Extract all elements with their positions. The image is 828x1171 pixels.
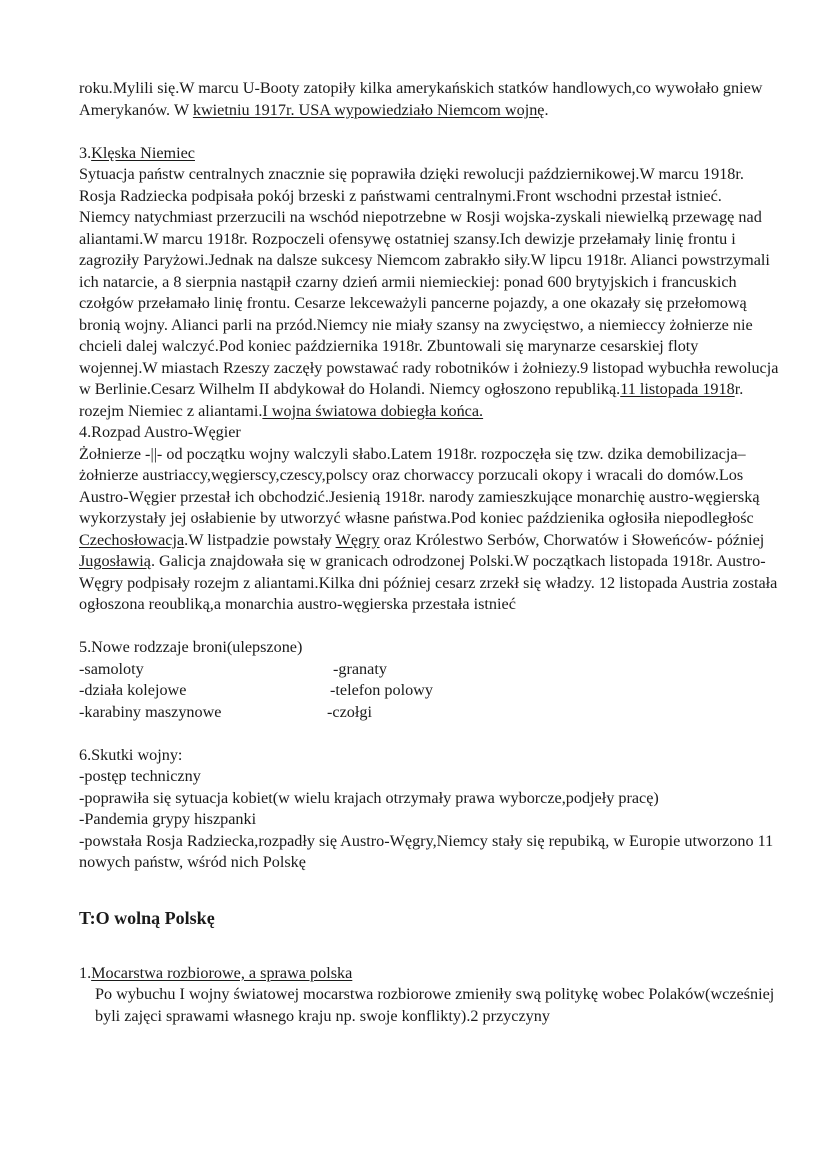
list-item: -Pandemia grypy hiszpanki xyxy=(79,810,257,828)
weapons-row: -samoloty -granaty xyxy=(79,659,387,678)
weapons-row: -działa kolejowe -telefon polowy xyxy=(79,681,433,699)
list-item: -postęp techniczny xyxy=(79,767,201,785)
list-item: -poprawiła się sytuacja kobiet(w wielu krajach otrzymały prawa wyborcze,podjeły pracę) xyxy=(79,788,659,807)
paragraph-usa-war: roku.Mylili się.W marcu U-Booty zatopiły kilka amerykańskich statków handlowych,co wywołało gniew Amerykanów. W kwietniu 1917r. USA wypowiedziało Niemcom wojnę. xyxy=(79,79,763,119)
section-6-heading: 6.Skutki wojny: xyxy=(79,745,183,764)
section-1-paragraph: Po wybuchu I wojny światowej mocarstwa rozbiorowe zmieniły swą politykę wobec Polaków(wcześniej byli zajęci sprawami własnego kraju np. swoje konflikty).2 przyczyny xyxy=(95,985,775,1025)
underlined-usa-declaration: kwietniu 1917r. USA wypowiedziało Niemcom wojnę xyxy=(192,100,545,119)
section-4-paragraph: Żołnierze -||- od początku wojny walczyli słabo.Latem 1918r. rozpoczęła się tzw. dzika demobilizacja– żołnierze austriaccy,węgierscy,czescy,polscy oraz chorwaccy porzucali okopy i wracali do domów.Los Austro-Węgier przestał ich obchodzić.Jesienią 1918r. narody zamieszkujące monarchię austro-węgierską wykorzystały jej osłabienie by utworzyć własne państwa.Pod koniec paździenika ogłosiła niepodległośc Czechosłowacja.W listpadzie powstały Węgry oraz Królestwo Serbów, Chorwatów i Słoweńców- później Jugosławią. Galicja znajdowała się w granicach odrodzonej Polski.W początkach listopada 1918r. Austro-Węgry podpisały rozejm z aliantami.Kilka dni później cesarz zrzekł się władzy. 12 listopada Austria została ogłoszona reoubliką,a monarchia austro-węgierska przestała istnieć xyxy=(79,444,778,613)
document-page xyxy=(79,78,779,1027)
section-4-heading: 4.Rozpad Austro-Węgier xyxy=(79,423,241,441)
section-1-heading: 1.Mocarstwa rozbiorowe, a sprawa polska xyxy=(79,963,353,982)
section-3-paragraph-2: Niemcy natychmiast przerzucili na wschód niepotrzebne w Rosji wojska-zyskali niewielką przewagę nad aliantami.W marcu 1918r. Rozpoczeli ofensywę ostatniej szansy.Ich dewizje przełamały linię frontu i zagroziły Paryżowi.Jednak na dalsze sukcesy Niemcom zabrakło siły.W lipcu 1918r. Alianci powstrzymali ich natarcie, a 8 sierpnia nastąpił czarny dzień armii niemieckiej: ponad 600 brytyjskich i francuskich czołgów przełamało linię frontu. Cesarze lekceważyli pancerne pojazdy, a one okazały się przełomową bronią wojny. Alianci parli na przód.Niemcy nie miały szansy na zwycięstwo, a niemieccy żołnierze nie chcieli dalej walczyć.Pod koniec października 1918r. Zbuntowali się marynarze cesarskiej floty wojennej.W miastach Rzeszy zaczęły powstawać rady robotników i żołniezy.9 listopad wybuchła rewolucja w Berlinie.Cesarz Wilhelm II abdykował do Holandi. Niemcy ogłoszono republiką.11 listopada 1918r. rozejm Niemiec z aliantami.I wojna światowa dobiegła końca. xyxy=(79,208,779,420)
section-3-heading: 3.Klęska Niemiec xyxy=(79,143,195,162)
topic-heading: T:O wolną Polskę xyxy=(79,908,215,928)
weapons-row: -karabiny maszynowe -czołgi xyxy=(79,702,372,721)
section-5-heading: 5.Nowe rodzzaje broni(ulepszone) xyxy=(79,638,303,656)
section-3-paragraph-1: Sytuacja państw centralnych znacznie się poprawiła dzięki rewolucji październikowej.W marcu 1918r. Rosja Radziecka podpisała pokój brzeski z państwami centralnymi.Front wschodni przestał istnieć. xyxy=(79,165,744,205)
list-item: -powstała Rosja Radziecka,rozpadły się Austro-Węgry,Niemcy stały się repubiką, w Europie utworzono 11 nowych państw, wśród nich Polskę xyxy=(79,831,774,871)
